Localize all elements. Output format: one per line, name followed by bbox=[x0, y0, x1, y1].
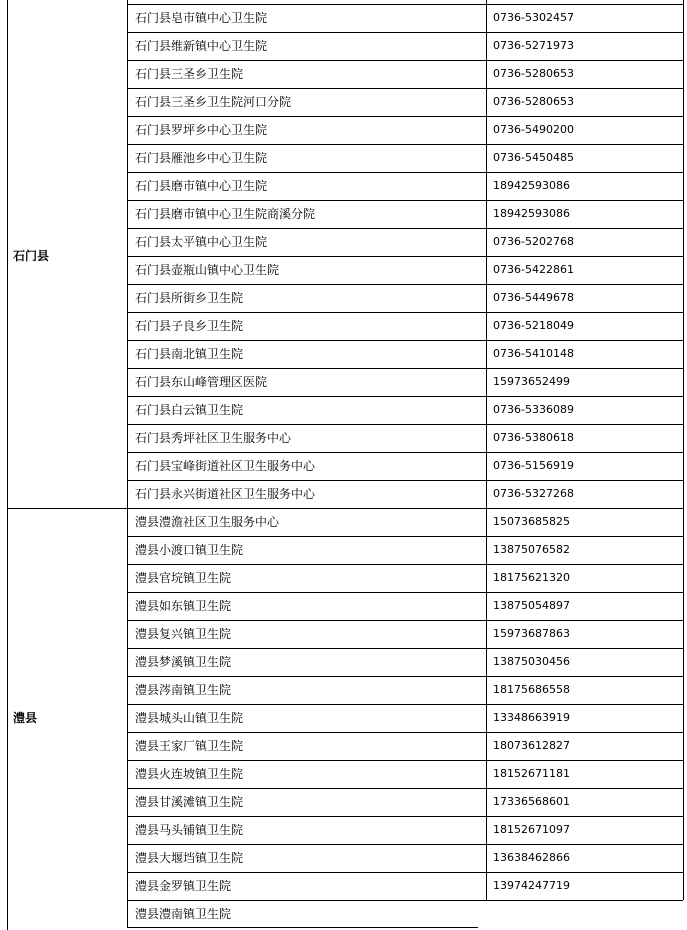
institution-name: 澧县澧南镇卫生院 bbox=[135, 907, 232, 921]
institution-name: 石门县罗坪乡中心卫生院 bbox=[135, 123, 268, 137]
row-divider bbox=[127, 32, 683, 33]
county-label: 澧县 bbox=[13, 711, 38, 725]
table-bottom bbox=[127, 927, 478, 928]
phone-column-border bbox=[486, 0, 487, 900]
row-divider bbox=[127, 60, 683, 61]
phone-number: 0736-5410148 bbox=[493, 347, 574, 360]
row-divider bbox=[127, 4, 683, 5]
institution-name: 石门县宝峰街道社区卫生服务中心 bbox=[135, 459, 316, 473]
phone-number: 0736-5280653 bbox=[493, 95, 574, 108]
row-divider bbox=[127, 592, 683, 593]
phone-number: 13875030456 bbox=[493, 655, 570, 668]
row-divider bbox=[127, 732, 683, 733]
phone-number: 18175621320 bbox=[493, 571, 570, 584]
institution-name: 石门县磨市镇中心卫生院商溪分院 bbox=[135, 207, 316, 221]
row-divider bbox=[127, 116, 683, 117]
row-divider bbox=[127, 900, 683, 901]
institution-name: 澧县复兴镇卫生院 bbox=[135, 627, 232, 641]
row-divider bbox=[127, 872, 683, 873]
row-divider bbox=[127, 620, 683, 621]
phone-number: 0736-5302457 bbox=[493, 11, 574, 24]
phone-number: 17336568601 bbox=[493, 795, 570, 808]
row-divider bbox=[127, 312, 683, 313]
institution-name: 石门县维新镇中心卫生院 bbox=[135, 39, 268, 53]
institution-name: 石门县三圣乡卫生院河口分院 bbox=[135, 95, 292, 109]
institution-name: 澧县大堰垱镇卫生院 bbox=[135, 851, 244, 865]
institution-name: 澧县马头铺镇卫生院 bbox=[135, 823, 244, 837]
institution-name: 石门县永兴街道社区卫生服务中心 bbox=[135, 487, 316, 501]
table-right-border bbox=[683, 0, 684, 900]
phone-number: 0736-5490200 bbox=[493, 123, 574, 136]
row-divider bbox=[127, 648, 683, 649]
phone-number: 18942593086 bbox=[493, 207, 570, 220]
institution-name: 澧县甘溪滩镇卫生院 bbox=[135, 795, 244, 809]
table-left-border bbox=[7, 0, 8, 930]
phone-number: 0736-5380618 bbox=[493, 431, 574, 444]
row-divider bbox=[127, 424, 683, 425]
institution-name: 石门县所街乡卫生院 bbox=[135, 291, 244, 305]
phone-number: 15973652499 bbox=[493, 375, 570, 388]
row-divider bbox=[127, 172, 683, 173]
institution-name: 石门县雁池乡中心卫生院 bbox=[135, 151, 268, 165]
phone-number: 15973687863 bbox=[493, 627, 570, 640]
phone-number: 18175686558 bbox=[493, 683, 570, 696]
phone-number: 13348663919 bbox=[493, 711, 570, 724]
row-divider bbox=[127, 256, 683, 257]
institution-name: 澧县城头山镇卫生院 bbox=[135, 711, 244, 725]
phone-number: 0736-5449678 bbox=[493, 291, 574, 304]
row-divider bbox=[127, 480, 683, 481]
row-divider bbox=[127, 844, 683, 845]
institution-name: 石门县南北镇卫生院 bbox=[135, 347, 244, 361]
row-divider bbox=[127, 788, 683, 789]
institution-name: 澧县火连坡镇卫生院 bbox=[135, 767, 244, 781]
name-column-border bbox=[127, 0, 128, 928]
phone-number: 0736-5422861 bbox=[493, 263, 574, 276]
phone-number: 0736-5336089 bbox=[493, 403, 574, 416]
county-label: 石门县 bbox=[13, 249, 50, 263]
institution-name: 石门县子良乡卫生院 bbox=[135, 319, 244, 333]
institution-name: 石门县磨市镇中心卫生院 bbox=[135, 179, 268, 193]
institution-name: 石门县秀坪社区卫生服务中心 bbox=[135, 431, 292, 445]
row-divider bbox=[127, 564, 683, 565]
group-divider bbox=[7, 508, 683, 509]
institution-name: 石门县壶瓶山镇中心卫生院 bbox=[135, 263, 280, 277]
institution-name: 石门县白云镇卫生院 bbox=[135, 403, 244, 417]
row-divider bbox=[127, 536, 683, 537]
phone-number: 13875076582 bbox=[493, 543, 570, 556]
phone-number: 0736-5450485 bbox=[493, 151, 574, 164]
phone-number: 13974247719 bbox=[493, 879, 570, 892]
institution-name: 澧县王家厂镇卫生院 bbox=[135, 739, 244, 753]
row-divider bbox=[127, 284, 683, 285]
phone-number: 18152671097 bbox=[493, 823, 570, 836]
row-divider bbox=[127, 396, 683, 397]
phone-number: 13875054897 bbox=[493, 599, 570, 612]
phone-number: 18152671181 bbox=[493, 767, 570, 780]
phone-number: 0736-5280653 bbox=[493, 67, 574, 80]
row-divider bbox=[127, 816, 683, 817]
row-divider bbox=[127, 704, 683, 705]
row-divider bbox=[127, 340, 683, 341]
phone-number: 13638462866 bbox=[493, 851, 570, 864]
institution-name: 石门县皂市镇中心卫生院 bbox=[135, 11, 268, 25]
institution-name: 石门县东山峰管理区医院 bbox=[135, 375, 268, 389]
row-divider bbox=[127, 144, 683, 145]
institution-name: 澧县官垸镇卫生院 bbox=[135, 571, 232, 585]
institution-name: 澧县涔南镇卫生院 bbox=[135, 683, 232, 697]
row-divider bbox=[127, 200, 683, 201]
row-divider bbox=[127, 88, 683, 89]
institution-name: 石门县太平镇中心卫生院 bbox=[135, 235, 268, 249]
institution-name: 澧县小渡口镇卫生院 bbox=[135, 543, 244, 557]
phone-number: 0736-5327268 bbox=[493, 487, 574, 500]
phone-number: 0736-5271973 bbox=[493, 39, 574, 52]
institution-name: 澧县澧澹社区卫生服务中心 bbox=[135, 515, 280, 529]
row-divider bbox=[127, 676, 683, 677]
phone-number: 0736-5218049 bbox=[493, 319, 574, 332]
institution-name: 澧县如东镇卫生院 bbox=[135, 599, 232, 613]
institution-name: 澧县梦溪镇卫生院 bbox=[135, 655, 232, 669]
row-divider bbox=[127, 760, 683, 761]
phone-number: 0736-5202768 bbox=[493, 235, 574, 248]
phone-number: 0736-5156919 bbox=[493, 459, 574, 472]
phone-number: 18073612827 bbox=[493, 739, 570, 752]
row-divider bbox=[127, 452, 683, 453]
phone-number: 18942593086 bbox=[493, 179, 570, 192]
phone-number: 15073685825 bbox=[493, 515, 570, 528]
institution-name: 澧县金罗镇卫生院 bbox=[135, 879, 232, 893]
row-divider bbox=[127, 228, 683, 229]
institution-name: 石门县三圣乡卫生院 bbox=[135, 67, 244, 81]
row-divider bbox=[127, 368, 683, 369]
